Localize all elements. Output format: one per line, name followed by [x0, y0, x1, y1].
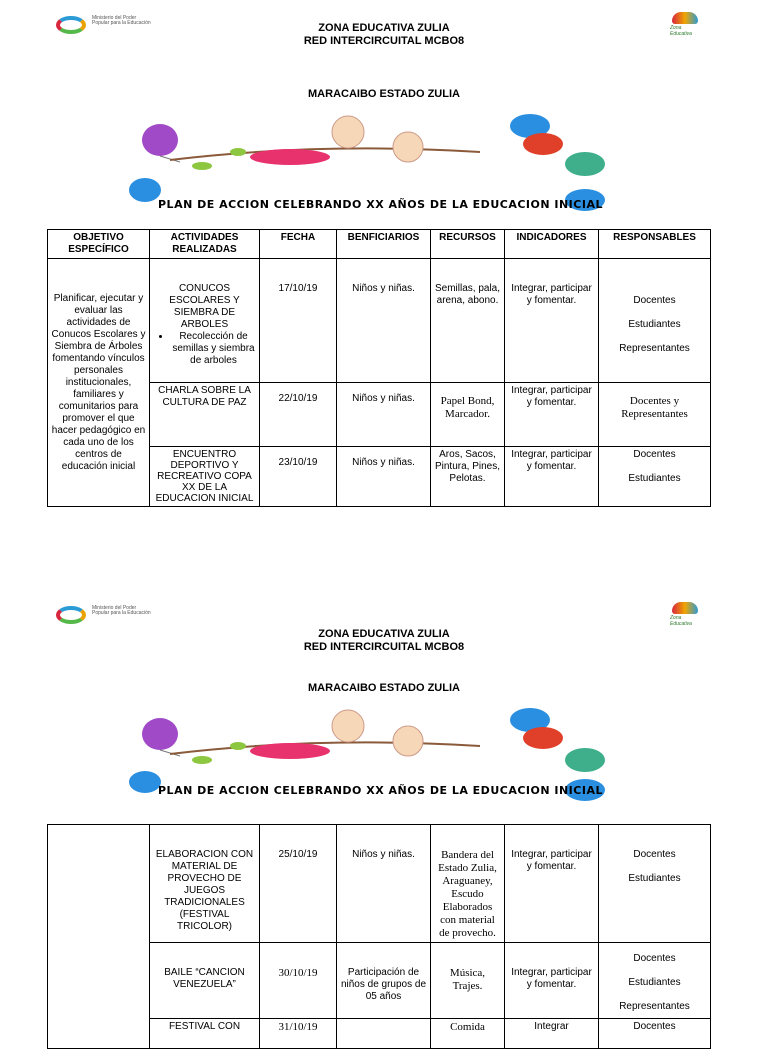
table-row — [48, 259, 711, 383]
indicators-cell: Integrar, participar y fomentar. — [505, 943, 599, 1019]
responsible-cell — [599, 825, 711, 943]
activity-text: CONUCOS ESCOLARES Y SIEMBRA DE ARBOLES — [169, 283, 240, 330]
header-beneficiaries: BENFICIARIOS — [337, 230, 431, 259]
plan-table-1 — [47, 229, 711, 507]
indicators-cell: Integrar, participar y fomentar. — [505, 825, 599, 943]
zona-educativa-logo-text: Zona Educativa — [670, 25, 692, 37]
responsible-cell: Docentes — [599, 1019, 711, 1049]
ministry-logo-text: Ministerio del Poder Popular para la Educación — [92, 15, 151, 26]
document-page-2 — [0, 590, 768, 1033]
heading-city: MARACAIBO ESTADO ZULIA — [308, 88, 460, 100]
responsible-item: Estudiantes — [628, 319, 681, 330]
resources-cell: Comida — [431, 1019, 505, 1049]
heading-red: RED INTERCIRCUITAL MCBO8 — [303, 641, 465, 653]
date-cell: 22/10/19 — [260, 383, 337, 447]
resources-cell: Bandera del Estado Zulia, Araguaney, Escudo Elaborados con material de provecho. — [431, 825, 505, 943]
beneficiaries-cell: Participación de niños de grupos de 05 años — [337, 943, 431, 1019]
activity-cell: ENCUENTRO DEPORTIVO Y RECREATIVO COPA XX DE LA EDUCACION INICIAL — [150, 447, 260, 507]
responsible-item: Docentes — [633, 953, 676, 964]
header-objective: OBJETIVO ESPECÍFICO — [48, 230, 150, 259]
plan-title: PLAN DE ACCION CELEBRANDO XX AÑOS DE LA EDUCACION INICIAL — [158, 198, 603, 211]
header-date: FECHA — [260, 230, 337, 259]
date-cell: 25/10/19 — [260, 825, 337, 943]
resources-cell: Música, Trajes. — [431, 943, 505, 1019]
responsible-item: Docentes — [633, 849, 676, 860]
resources-cell: Papel Bond, Marcador. — [431, 383, 505, 447]
responsible-cell — [599, 447, 711, 507]
indicators-cell: Integrar — [505, 1019, 599, 1049]
heading-city: MARACAIBO ESTADO ZULIA — [308, 682, 460, 694]
activity-cell — [150, 259, 260, 383]
responsible-item: Estudiantes — [628, 873, 681, 884]
indicators-cell: Integrar, participar y fomentar. — [505, 383, 599, 447]
header-activities: ACTIVIDADES REALIZADAS — [150, 230, 260, 259]
ministry-logo-text: Ministerio del Poder Popular para la Educación — [92, 605, 151, 616]
plan-table-2 — [47, 824, 711, 1049]
indicators-cell: Integrar, participar y fomentar. — [505, 447, 599, 507]
responsible-cell: Docentes y Representantes — [599, 383, 711, 447]
activity-cell: CHARLA SOBRE LA CULTURA DE PAZ — [150, 383, 260, 447]
header-resources: RECURSOS — [431, 230, 505, 259]
beneficiaries-cell — [337, 1019, 431, 1049]
responsible-item: Representantes — [619, 343, 690, 354]
responsible-item: Docentes — [633, 449, 676, 460]
zona-educativa-logo-text: Zona Educativa — [670, 615, 692, 627]
beneficiaries-cell: Niños y niñas. — [337, 383, 431, 447]
heading-zona: ZONA EDUCATIVA ZULIA — [318, 22, 450, 34]
date-cell: 31/10/19 — [260, 1019, 337, 1049]
responsible-item: Representantes — [619, 1001, 690, 1012]
objective-cell-empty — [48, 825, 150, 1049]
activity-cell: BAILE “CANCION VENEZUELA” — [150, 943, 260, 1019]
ministry-logo-icon — [56, 606, 86, 624]
responsible-cell — [599, 943, 711, 1019]
heading-zona: ZONA EDUCATIVA ZULIA — [318, 628, 450, 640]
plan-title: PLAN DE ACCION CELEBRANDO XX AÑOS DE LA EDUCACION INICIAL — [158, 784, 603, 797]
resources-cell: Aros, Sacos, Pintura, Pines, Pelotas. — [431, 447, 505, 507]
responsible-item: Estudiantes — [628, 977, 681, 988]
header-responsible: RESPONSABLES — [599, 230, 711, 259]
date-cell: 30/10/19 — [260, 943, 337, 1019]
table-row — [48, 825, 711, 943]
zona-educativa-logo — [668, 602, 704, 626]
responsible-cell — [599, 259, 711, 383]
zona-educativa-logo-icon — [672, 602, 698, 614]
activity-cell: ELABORACION CON MATERIAL DE PROVECHO DE JUEGOS TRADICIONALES (FESTIVAL TRICOLOR) — [150, 825, 260, 943]
responsible-item: Estudiantes — [628, 473, 681, 484]
activity-bullet: • Recolección de semillas y siembra de arboles — [171, 331, 256, 367]
ministry-logo — [56, 602, 156, 630]
header-indicators: INDICADORES — [505, 230, 599, 259]
beneficiaries-cell: Niños y niñas. — [337, 447, 431, 507]
date-cell: 23/10/19 — [260, 447, 337, 507]
celebration-banner — [120, 112, 640, 222]
objective-cell: Planificar, ejecutar y evaluar las actividades de Conucos Escolares y Siembra de Árboles fomentando vínculos personales institucionales, familiares y comunitarios para promover el que hacer pedagógico en cada uno de los centros de educación inicial — [48, 259, 150, 507]
table-header-row — [48, 230, 711, 259]
celebration-banner — [120, 708, 640, 818]
heading-red: RED INTERCIRCUITAL MCBO8 — [303, 35, 465, 47]
beneficiaries-cell: Niños y niñas. — [337, 825, 431, 943]
indicators-cell: Integrar, participar y fomentar. — [505, 259, 599, 383]
responsible-item: Docentes — [633, 295, 676, 306]
document-page-1 — [0, 0, 768, 520]
activity-bullets — [153, 331, 256, 367]
beneficiaries-cell: Niños y niñas. — [337, 259, 431, 383]
activity-cell: FESTIVAL CON — [150, 1019, 260, 1049]
date-cell: 17/10/19 — [260, 259, 337, 383]
resources-cell: Semillas, pala, arena, abono. — [431, 259, 505, 383]
kids-balloons-illustration — [120, 112, 640, 212]
